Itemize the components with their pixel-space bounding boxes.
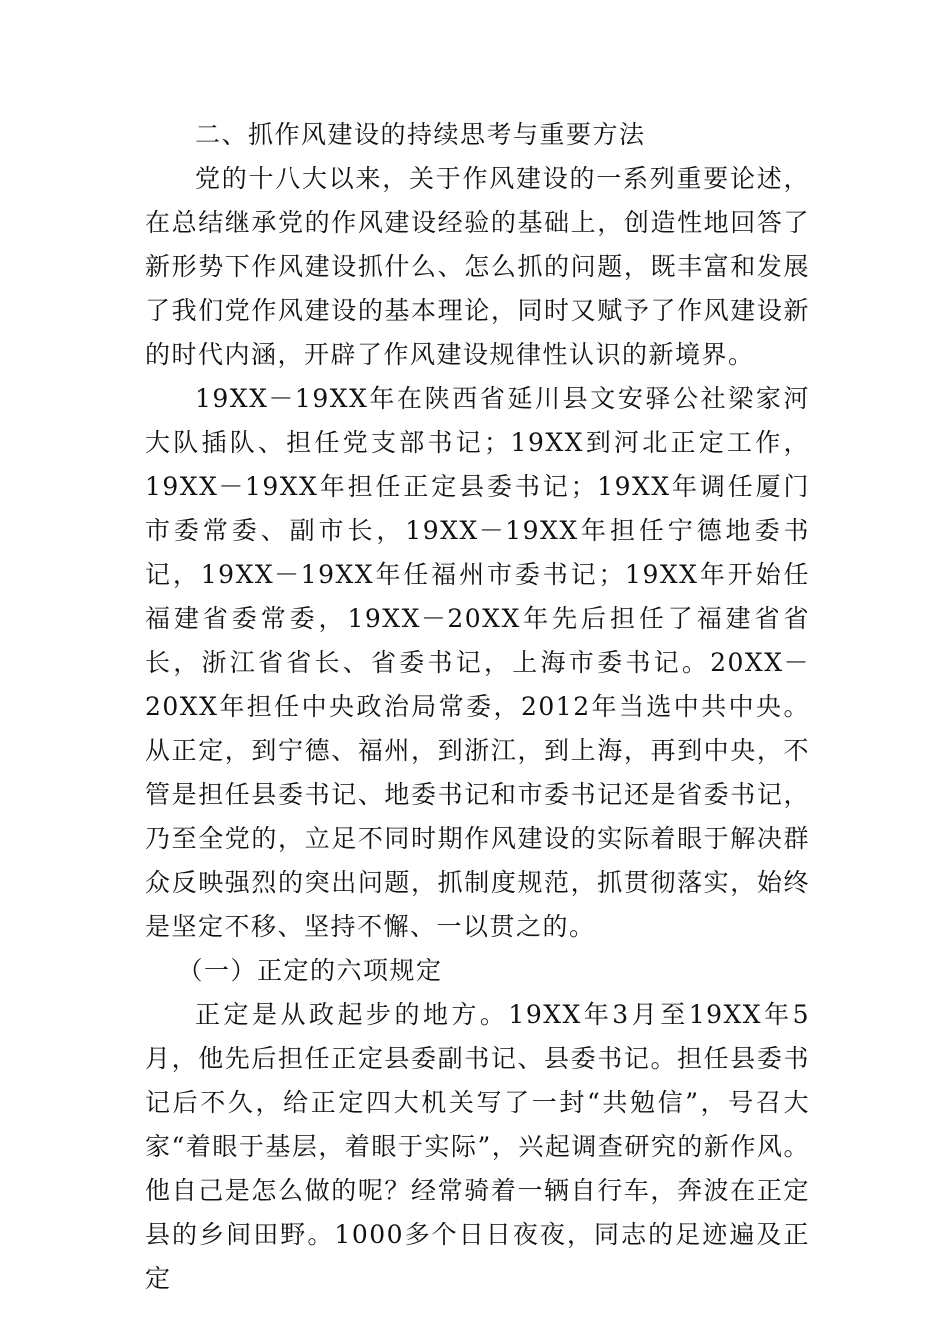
paragraph-intro: 党的十八大以来，关于作风建设的一系列重要论述，在总结继承党的作风建设经验的基础上，创造性地回答了新形势下作风建设抓什么、怎么抓的问题，既丰富和发展了我们党作风建设的基本理论，同时又赋予了作风建设新的时代内涵，开辟了作风建设规律性认识的新境界。	[145, 164, 810, 369]
document-body	[145, 113, 810, 1301]
section-heading: 二、抓作风建设的持续思考与重要方法	[195, 120, 646, 149]
paragraph-zhengding: 正定是从政起步的地方。19XX年3月至19XX年5月，他先后担任正定县委副书记、县委书记。担任县委书记后不久，给正定四大机关写了一封“共勉信”，号召大家“着眼于基层，着眼于实际”，兴起调查研究的新作风。他自己是怎么做的呢？经常骑着一辆自行车，奔波在正定县的乡间田野。1000多个日日夜夜，同志的足迹遍及正定	[145, 1000, 810, 1293]
subsection-heading: （一）正定的六项规定	[177, 956, 443, 985]
paragraph-career: 19XX－19XX年在陕西省延川县文安驿公社梁家河大队插队、担任党支部书记；19XX到河北正定工作，19XX－19XX年担任正定县委书记；19XX年调任厦门市委常委、副市长，19XX－19XX年担任宁德地委书记，19XX－19XX年任福州市委书记；19XX年开始任福建省委常委，19XX－20XX年先后担任了福建省省长，浙江省省长、省委书记，上海市委书记。20XX－20XX年担任中央政治局常委，2012年当选中共中央。从正定，到宁德、福州，到浙江，到上海，再到中央，不管是担任县委书记、地委书记和市委书记还是省委书记，乃至全党的，立足不同时期作风建设的实际着眼于解决群众反映强烈的突出问题，抓制度规范，抓贯彻落实，始终是坚定不移、坚持不懈、一以贯之的。	[145, 384, 810, 941]
